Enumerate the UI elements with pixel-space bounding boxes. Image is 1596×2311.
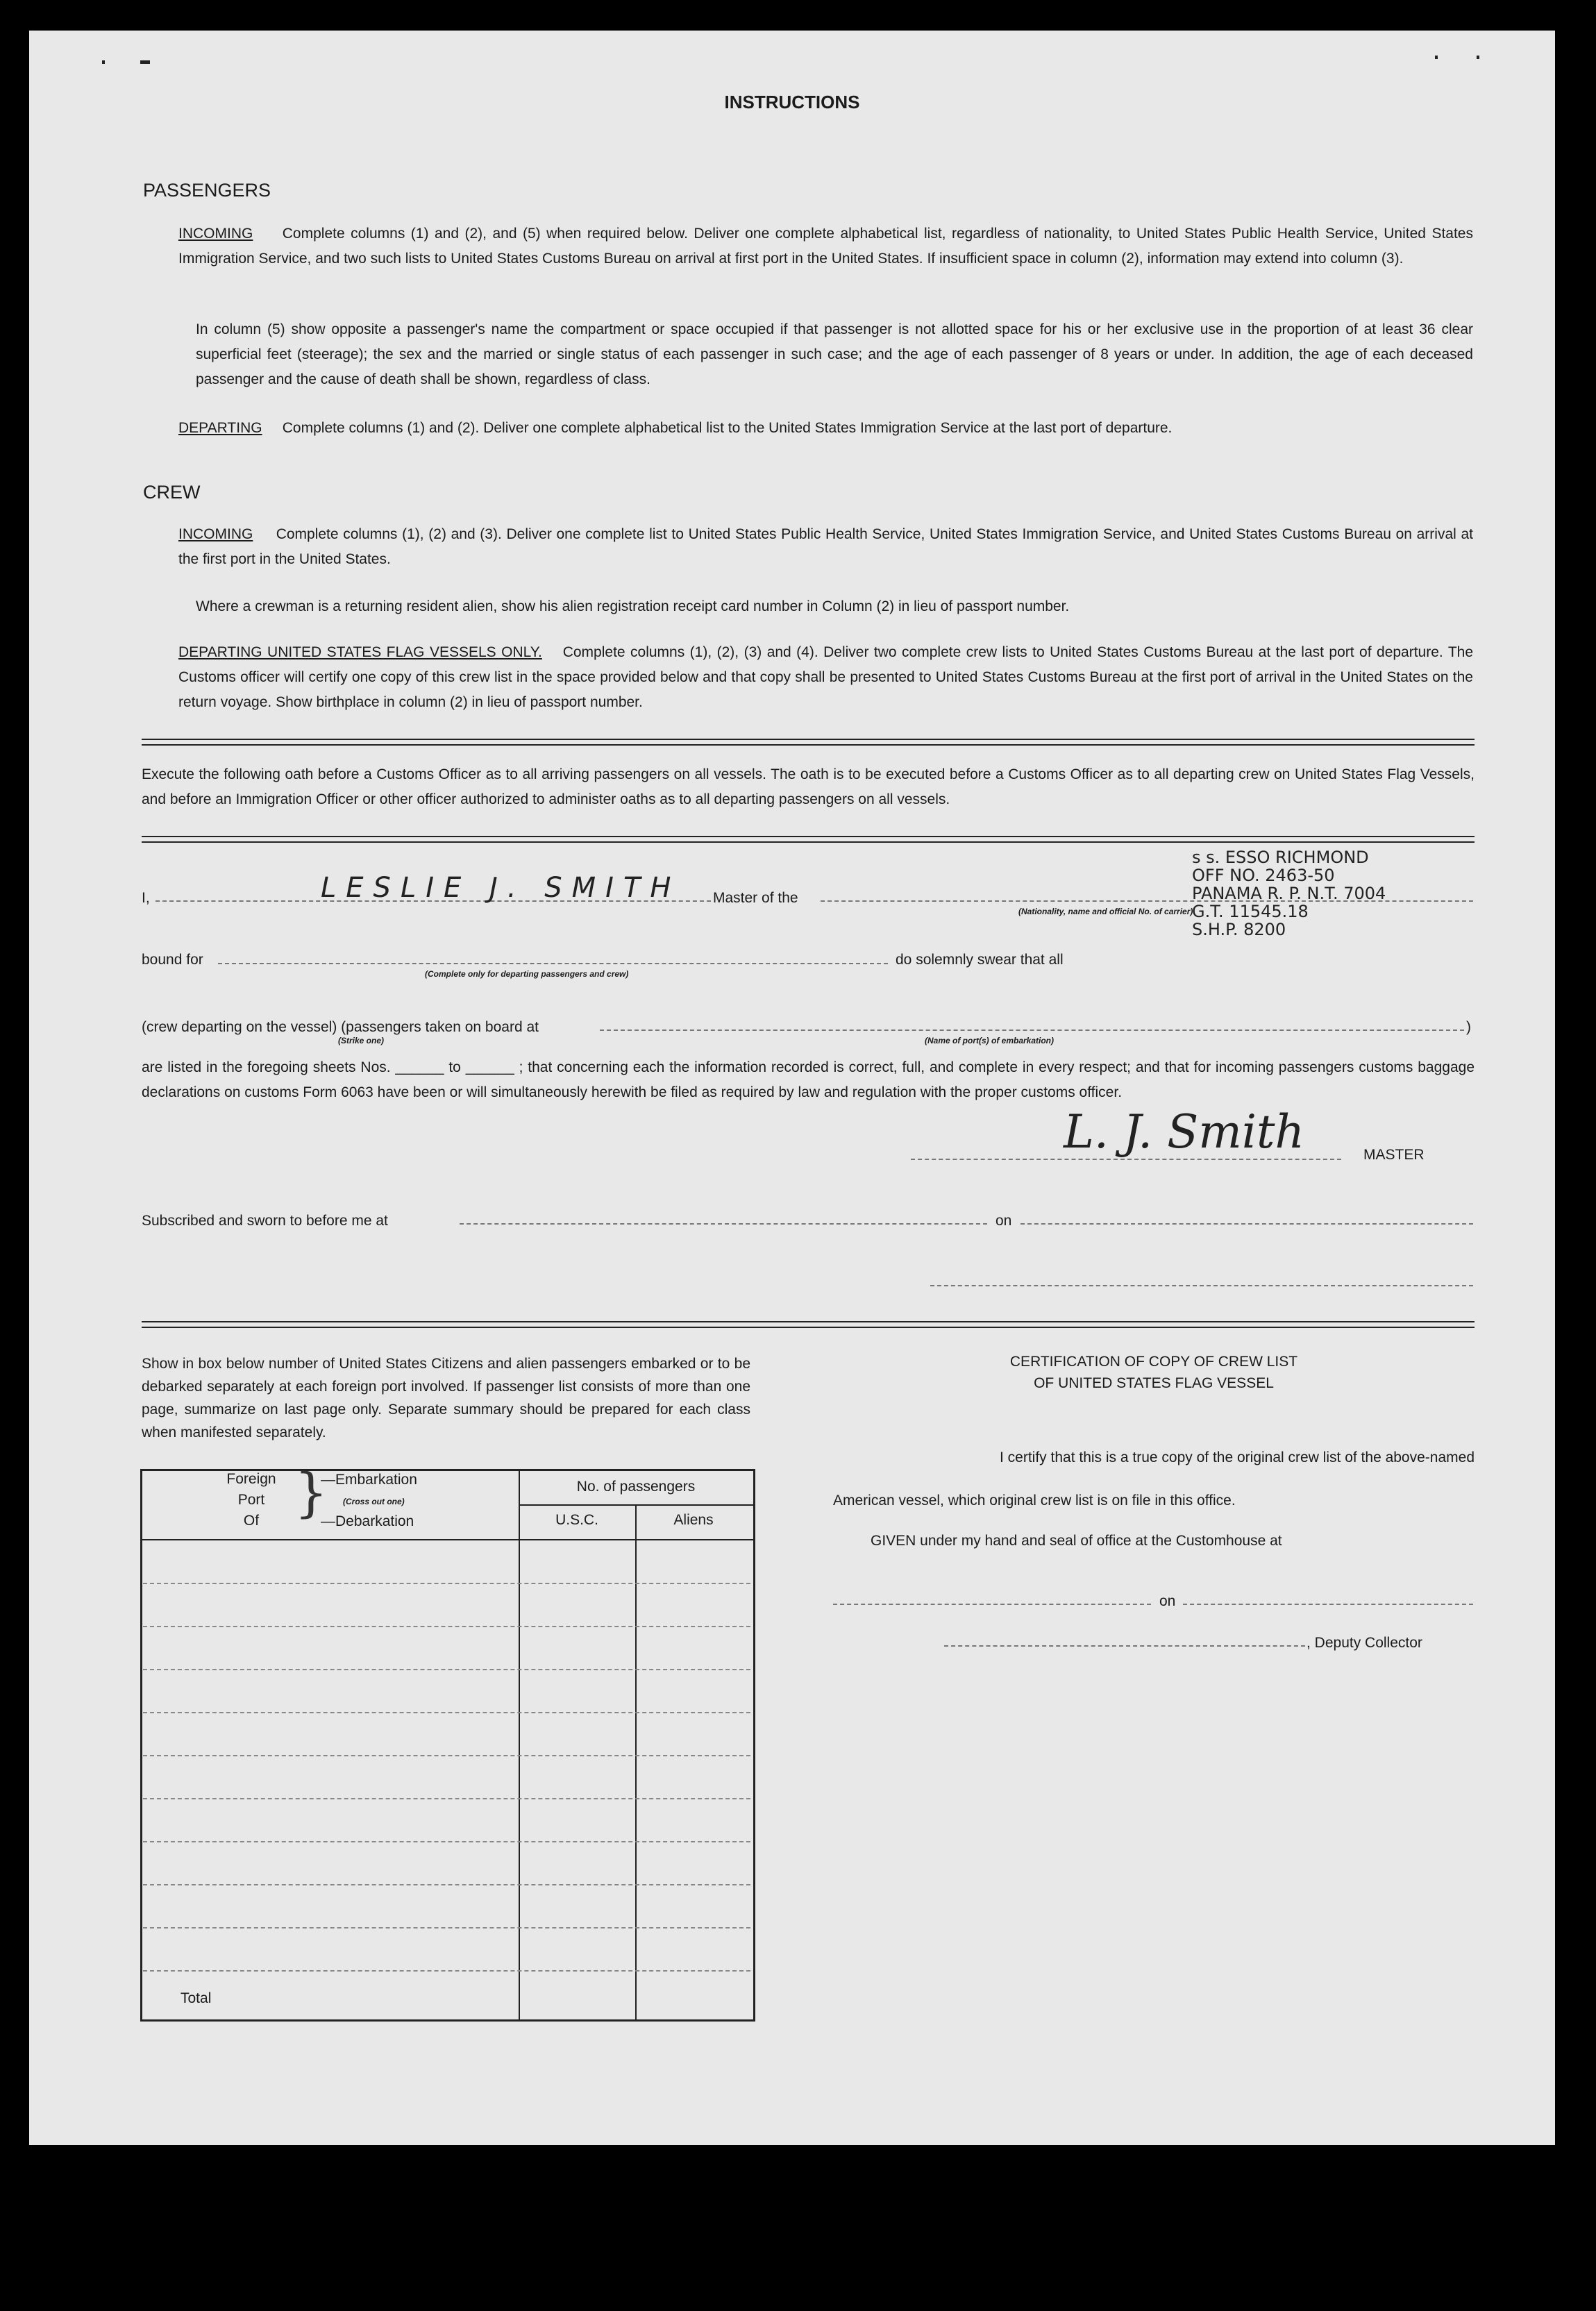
embarkation-label: —Embarkation bbox=[321, 1472, 417, 1488]
departing-label: DEPARTING bbox=[178, 420, 262, 436]
table-row bbox=[143, 1884, 750, 1885]
signature-line bbox=[911, 1159, 1341, 1160]
brace-icon: } bbox=[294, 1461, 328, 1523]
divider bbox=[142, 836, 1475, 837]
divider bbox=[142, 744, 1475, 746]
usc-header: U.S.C. bbox=[555, 1512, 598, 1528]
incoming-label: INCOMING bbox=[178, 226, 253, 242]
certification-line3: GIVEN under my hand and seal of office at the Customhouse at bbox=[871, 1533, 1282, 1549]
table-row bbox=[143, 1841, 750, 1842]
stamp-line: S.H.P. 8200 bbox=[1192, 920, 1286, 939]
table-row bbox=[143, 1712, 750, 1713]
divider bbox=[142, 739, 1475, 740]
document-page bbox=[29, 31, 1555, 2145]
master-name-handwritten: LESLIE J. SMITH bbox=[321, 872, 681, 904]
certification-on-label: on bbox=[1159, 1593, 1176, 1609]
master-label: MASTER bbox=[1363, 1147, 1425, 1163]
bound-for-caption: (Complete only for departing passengers and crew) bbox=[425, 969, 629, 979]
scan-speck bbox=[1477, 56, 1479, 59]
table-row bbox=[143, 1755, 750, 1756]
certification-title bbox=[890, 1351, 1418, 1394]
divider bbox=[142, 1327, 1475, 1328]
master-signature: L. J. Smith bbox=[1064, 1105, 1305, 1159]
crew-heading: CREW bbox=[143, 482, 201, 503]
table-row bbox=[143, 1669, 750, 1670]
stamp-line: OFF NO. 2463-50 bbox=[1192, 866, 1335, 885]
table-row bbox=[143, 1927, 750, 1928]
summary-table bbox=[140, 1469, 755, 2022]
no-passengers-header: No. of passengers bbox=[576, 1479, 696, 1495]
subscribed-on-label: on bbox=[996, 1213, 1012, 1229]
table-column-divider bbox=[635, 1504, 637, 2019]
passengers-heading: PASSENGERS bbox=[143, 180, 271, 201]
debarkation-label: —Debarkation bbox=[321, 1513, 414, 1529]
divider bbox=[142, 1321, 1475, 1322]
cross-out-caption: (Cross out one) bbox=[343, 1497, 405, 1506]
crew-incoming-label: INCOMING bbox=[178, 526, 253, 542]
header-line: Port bbox=[237, 1492, 265, 1508]
bound-for-label: bound for bbox=[142, 952, 203, 968]
scan-speck bbox=[1435, 56, 1438, 59]
crew-incoming-text: Complete columns (1), (2) and (3). Deliver one complete list to United States Public Health Service, United States Immigration Service, and United States Customs Bureau on arrival at the first port in the United States. bbox=[178, 526, 1473, 567]
vessel-caption: (Nationality, name and official No. of carrier) bbox=[1018, 907, 1193, 916]
table-row bbox=[143, 1970, 750, 1972]
certification-title-line: OF UNITED STATES FLAG VESSEL bbox=[1034, 1375, 1274, 1391]
table-row bbox=[143, 1626, 750, 1627]
summary-intro: Show in box below number of United States Citizens and alien passengers embarked or to be debarked separately at each foreign port involved. If passenger list consists of more than one page, summarize on last page only. Separate summary should be prepared for each class when manifested separately. bbox=[142, 1356, 750, 1440]
stamp-line: G.T. 11545.18 bbox=[1192, 902, 1309, 921]
certification-line1: I certify that this is a true copy of the original crew list of the above-named bbox=[1000, 1449, 1475, 1465]
table-column-divider bbox=[519, 1469, 520, 2019]
crew-departing-text: Complete columns (1), (2), (3) and (4). Deliver two complete crew lists to United States Customs Bureau at the last port of departure. The Customs officer will certify one copy of this crew list in the space provided below and that copy shall be presented to United States Customs Bureau at the first port of arrival in the United States on the return voyage. Show birthplace in column (2) in lieu of passport number. bbox=[178, 644, 1474, 710]
certification-date-line bbox=[1183, 1604, 1473, 1605]
scan-speck bbox=[140, 60, 150, 64]
subscribed-place-line bbox=[460, 1223, 987, 1225]
page-title: INSTRUCTIONS bbox=[724, 92, 860, 112]
scan-speck bbox=[102, 60, 105, 64]
vessel-stamp bbox=[1192, 848, 1386, 939]
header-line: Foreign bbox=[226, 1471, 276, 1487]
header-line: Of bbox=[243, 1513, 260, 1529]
strike-caption: (Strike one) bbox=[338, 1036, 385, 1045]
crew-departing-paragraph bbox=[178, 640, 1473, 715]
swear-label: do solemnly swear that all bbox=[896, 952, 1064, 968]
total-label: Total bbox=[180, 1990, 212, 2006]
resident-alien-paragraph: Where a crewman is a returning resident alien, show his alien registration receipt card number in Column (2) in lieu of passport number. bbox=[196, 598, 1070, 614]
port-embarkation-line bbox=[600, 1030, 1464, 1031]
listed-paragraph: are listed in the foregoing sheets Nos. ______ to ______ ; that concerning each the information recorded is correct, full, and complete in every respect; and that for incoming passengers customs baggage declarations on customs Form 6063 have been or will simultaneously herewith be filed as required by law and regulation with the proper customs officer. bbox=[142, 1059, 1475, 1100]
oath-intro: Execute the following oath before a Customs Officer as to all arriving passengers on all vessels. The oath is to be executed before a Customs Officer as to all departing crew on United States Flag Vessels, and before an Immigration Officer or other officer authorized to administer oaths as to all departing passengers on all vessels. bbox=[142, 766, 1475, 807]
crew-departing-label: DEPARTING UNITED STATES FLAG VESSELS ONLY. bbox=[178, 644, 542, 660]
subscribed-date-line bbox=[1020, 1223, 1473, 1225]
customhouse-line bbox=[833, 1604, 1151, 1605]
oath-i-label: I, bbox=[142, 890, 150, 906]
subscribed-label: Subscribed and sworn to before me at bbox=[142, 1213, 388, 1229]
passengers-incoming-paragraph bbox=[178, 221, 1473, 271]
stamp-line: s s. ESSO RICHMOND bbox=[1192, 848, 1369, 867]
column5-paragraph: In column (5) show opposite a passenger's name the compartment or space occupied if that passenger is not allotted space for his or her exclusive use in the proportion of at least 36 clear superficial feet (steerage); the sex and the married or single status of each passenger in such case; and the age of each passenger of 8 years or under. In addition, the age of each deceased passenger and the cause of death shall be shown, regardless of class. bbox=[196, 321, 1473, 387]
table-row bbox=[143, 1798, 750, 1799]
stamp-line: PANAMA R. P. N.T. 7004 bbox=[1192, 884, 1386, 903]
departing-text: Complete columns (1) and (2). Deliver one complete alphabetical list to the United States Immigration Service at the last port of departure. bbox=[282, 420, 1173, 436]
divider bbox=[142, 841, 1475, 843]
crew-departing-strike: (crew departing on the vessel) (passengers taken on board at bbox=[142, 1019, 539, 1035]
master-of-label: Master of the bbox=[713, 890, 798, 906]
deputy-signature-line bbox=[944, 1645, 1305, 1647]
crew-incoming-paragraph bbox=[178, 522, 1473, 572]
certification-line2: American vessel, which original crew list is on file in this office. bbox=[833, 1493, 1236, 1509]
incoming-text: Complete columns (1) and (2), and (5) when required below. Deliver one complete alphabetical list, regardless of nationality, to United States Public Health Service, United States Immigration Service, and two such lists to United States Customs Bureau on arrival at first port in the United States. If insufficient space in column (2), information may extend into column (3). bbox=[178, 226, 1473, 267]
table-header-bottom bbox=[140, 1539, 753, 1540]
officer-line bbox=[930, 1285, 1473, 1286]
port-caption: (Name of port(s) of embarkation) bbox=[925, 1036, 1055, 1045]
passengers-departing-paragraph bbox=[178, 416, 1473, 441]
aliens-header: Aliens bbox=[673, 1512, 714, 1528]
foreign-port-header bbox=[210, 1469, 293, 1531]
deputy-collector-label: , Deputy Collector bbox=[1307, 1635, 1422, 1651]
close-paren: ) bbox=[1466, 1019, 1471, 1035]
table-header-divider bbox=[519, 1504, 753, 1506]
certification-title-line: CERTIFICATION OF COPY OF CREW LIST bbox=[1009, 1354, 1298, 1370]
bound-for-line bbox=[218, 963, 888, 964]
table-row bbox=[143, 1583, 750, 1584]
